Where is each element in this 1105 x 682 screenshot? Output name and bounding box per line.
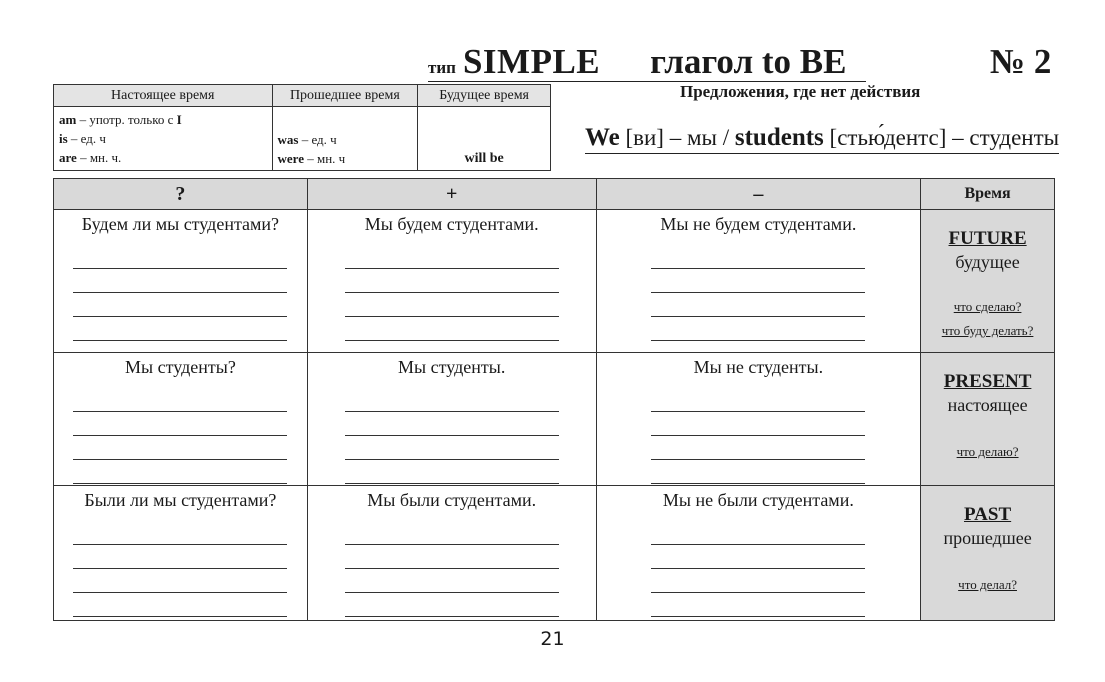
page-title [428,42,866,82]
future-form: will be [418,107,551,171]
title-verb: глагол to BE [650,42,847,81]
tense-name-ru: настоящее [947,395,1028,415]
exercise-header-row [54,179,1055,210]
past-negative-cell [596,486,921,621]
present-question-cell [54,353,308,486]
present-positive-cell [307,353,596,486]
header-positive: + [307,179,596,210]
form-am: am – употр. только с I [59,112,182,127]
page-subtitle: Предложения, где нет действия [680,82,921,101]
past-positive-cell [307,486,596,621]
writing-lines[interactable] [73,521,287,617]
writing-lines[interactable] [73,388,287,484]
tense-name: FUTURE [948,228,1027,249]
tense-name-ru: прошедшее [943,528,1032,548]
form-are: are – мн. ч. [59,150,122,165]
writing-lines[interactable] [651,388,865,484]
past-forms [272,107,418,171]
header-negative: – [596,179,921,210]
tense-forms-table [53,84,551,171]
form-were: were – мн. ч [277,151,346,166]
header-present: Настоящее время [54,85,273,107]
sentence-text: Мы были студентами. [367,490,537,510]
title-simple: SIMPLE [462,42,601,81]
tense-question: что буду делать? [941,323,1034,338]
writing-lines[interactable] [345,388,559,484]
header-time: Время [921,179,1055,210]
future-time-cell [921,210,1055,353]
future-question-cell [54,210,308,353]
sentence-text: Мы будем студентами. [364,214,539,234]
lesson-number: № 2 [990,42,1052,81]
writing-lines[interactable] [651,521,865,617]
future-negative-cell [596,210,921,353]
word-we: We [585,124,620,151]
tense-forms-row [54,107,551,171]
word-translation [585,123,1059,154]
present-negative-cell [596,353,921,486]
row-future [54,210,1055,353]
tense-question: что делал? [958,577,1017,592]
tense-question: что делаю? [956,444,1019,459]
present-time-cell [921,353,1055,486]
row-present [54,353,1055,486]
tense-name: PAST [963,504,1012,525]
sentence-text: Мы не были студентами. [662,490,854,510]
row-past [54,486,1055,621]
form-is: is – ед. ч [59,131,106,146]
writing-lines[interactable] [73,245,287,341]
sentence-text: Будем ли мы студентами? [81,214,280,234]
sentence-text: Мы студенты? [125,357,236,377]
writing-lines[interactable] [345,521,559,617]
sentence-text: Мы не студенты. [693,357,824,377]
word-students: students [734,124,824,151]
sentence-text: Мы не будем студентами. [660,214,857,234]
header-past: Прошедшее время [272,85,418,107]
word-we-pronunciation: [ви] – мы / [625,125,730,150]
header-future: Будущее время [418,85,551,107]
page-number: 21 [540,628,565,650]
present-forms [54,107,273,171]
header-question: ? [54,179,308,210]
future-positive-cell [307,210,596,353]
tense-name: PRESENT [943,371,1032,392]
past-question-cell [54,486,308,621]
word-students-pronunciation: [стью́дентс] – студенты [829,125,1060,150]
tense-forms-header-row [54,85,551,107]
sentence-text: Были ли мы студентами? [84,490,277,510]
title-type-label: тип [428,58,456,77]
sentence-text: Мы студенты. [398,357,506,377]
form-was: was – ед. ч [277,132,337,147]
tense-name-ru: будущее [955,252,1020,272]
writing-lines[interactable] [345,245,559,341]
past-time-cell [921,486,1055,621]
tense-question: что сделаю? [953,299,1022,314]
exercise-table [53,178,1055,621]
writing-lines[interactable] [651,245,865,341]
